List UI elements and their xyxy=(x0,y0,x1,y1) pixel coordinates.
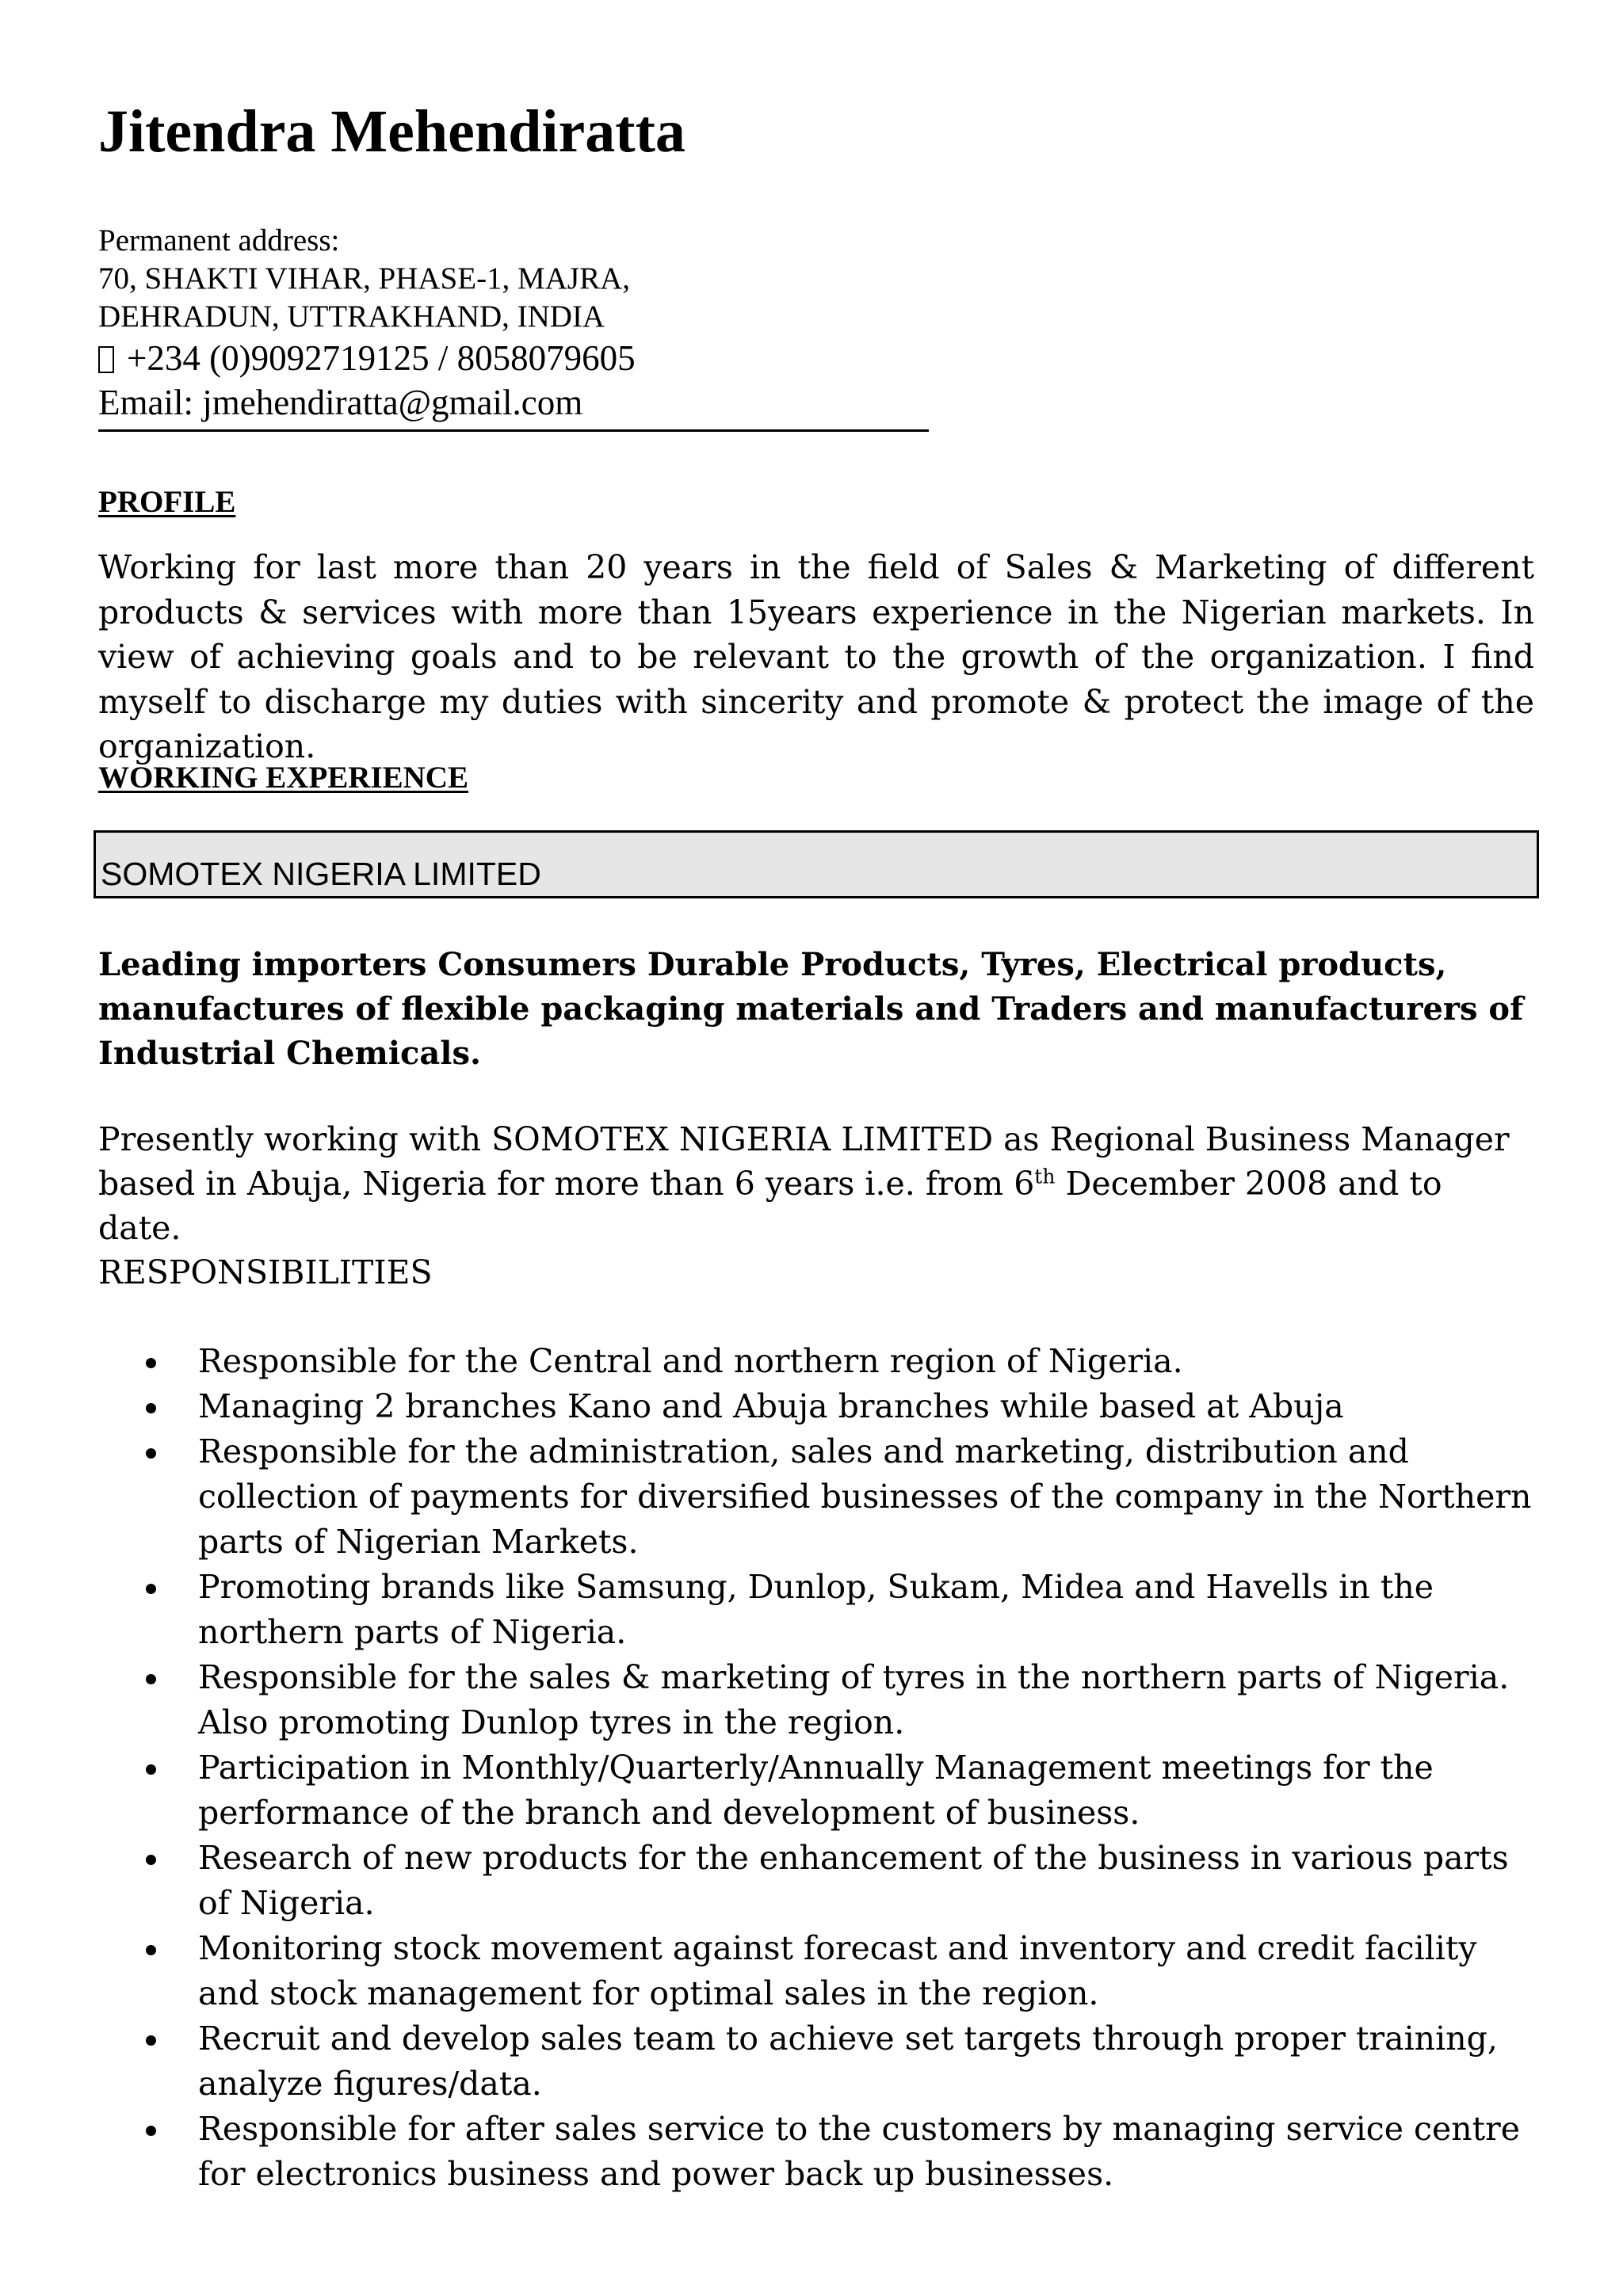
bullet-icon xyxy=(146,1403,156,1413)
address-line-1: 70, SHAKTI VIHAR, PHASE-1, MAJRA, xyxy=(98,261,630,296)
current-position-date: December 2008 and to date. xyxy=(98,1165,1442,1247)
profile-heading: PROFILE xyxy=(98,485,236,519)
list-item xyxy=(98,1384,1534,1429)
phone-line xyxy=(98,336,930,380)
list-item xyxy=(98,2016,1534,2107)
list-item xyxy=(98,1429,1534,1565)
responsibilities-list xyxy=(98,1339,1534,2197)
profile-summary xyxy=(98,545,1534,769)
company-header-box xyxy=(94,830,1539,898)
list-item-text: Research of new products for the enhancement of the business in various parts of Nigeria. xyxy=(198,1839,1509,1922)
list-item-text: Responsible for the administration, sales and marketing, distribution and collection of payments for diversified businesses of the company in the Northern parts of Nigerian Markets. xyxy=(198,1432,1532,1561)
responsibilities-heading: RESPONSIBILITIES xyxy=(98,1253,433,1291)
bullet-icon xyxy=(146,1358,156,1368)
list-item xyxy=(98,1745,1534,1836)
list-item-text: Managing 2 branches Kano and Abuja branches while based at Abuja xyxy=(198,1387,1344,1425)
list-item-text: Recruit and develop sales team to achieve set targets through proper training, analyze figures/data. xyxy=(198,2019,1498,2103)
bullet-icon xyxy=(146,1855,156,1865)
current-position xyxy=(98,1117,1534,1250)
candidate-name: Jitendra Mehendiratta xyxy=(98,98,685,165)
list-item xyxy=(98,1655,1534,1745)
bullet-icon xyxy=(146,1448,156,1459)
list-item xyxy=(98,2107,1534,2197)
bullet-icon xyxy=(146,1764,156,1775)
bullet-icon xyxy=(146,2126,156,2136)
list-item-text: Monitoring stock movement against forecast and inventory and credit facility and stock management for optimal sales in the region. xyxy=(198,1929,1477,2012)
list-item xyxy=(98,1565,1534,1655)
list-item-text: Participation in Monthly/Quarterly/Annually Management meetings for the performance of the branch and development of business. xyxy=(198,1749,1434,1832)
list-item-text: Responsible for after sales service to the customers by managing service centre for electronics business and power back up businesses. xyxy=(198,2110,1520,2193)
bullet-icon xyxy=(146,1584,156,1594)
address-line-2: DEHRADUN, UTTRAKHAND, INDIA xyxy=(98,299,605,334)
bullet-icon xyxy=(146,1674,156,1684)
current-position-text: Presently working with SOMOTEX NIGERIA LIMITED as Regional Business Manager based in Abuja, Nigeria for more than 6 years i.e. from 6 xyxy=(98,1120,1510,1203)
bullet-icon xyxy=(146,2035,156,2046)
phone-number: +234 (0)9092719125 / 8058079605 xyxy=(127,338,636,378)
list-item-text: Responsible for the sales & marketing of tyres in the northern parts of Nigeria. Also promoting Dunlop tyres in the region. xyxy=(198,1658,1510,1741)
company-name: SOMOTEX NIGERIA LIMITED xyxy=(101,856,541,892)
working-experience-heading: WORKING EXPERIENCE xyxy=(98,761,468,795)
phone-icon xyxy=(98,346,114,373)
profile-paragraph: Working for last more than 20 years in the field of Sales & Marketing of different products & services with more than 15years experience in the Nigerian markets. In view of achieving goals and to be relevant to the growth of the organization. I find myself to discharge my duties with sincerity and promote & protect the image of the organization. xyxy=(98,548,1534,765)
list-item-text: Promoting brands like Samsung, Dunlop, Sukam, Midea and Havells in the northern parts of Nigeria. xyxy=(198,1568,1434,1651)
list-item xyxy=(98,1339,1534,1384)
address-label: Permanent address: xyxy=(98,223,340,257)
contact-block xyxy=(98,222,930,425)
contact-divider xyxy=(98,429,929,432)
list-item xyxy=(98,1836,1534,1926)
email-line: Email: jmehendiratta@gmail.com xyxy=(98,383,583,422)
list-item xyxy=(98,1926,1534,2016)
ordinal-suffix: th xyxy=(1034,1165,1056,1188)
company-description: Leading importers Consumers Durable Products, Tyres, Electrical products, manufactures of flexible packaging materials and Traders and manufacturers of Industrial Chemicals. xyxy=(98,946,1524,1072)
bullet-icon xyxy=(146,1945,156,1955)
list-item-text: Responsible for the Central and northern region of Nigeria. xyxy=(198,1342,1183,1380)
